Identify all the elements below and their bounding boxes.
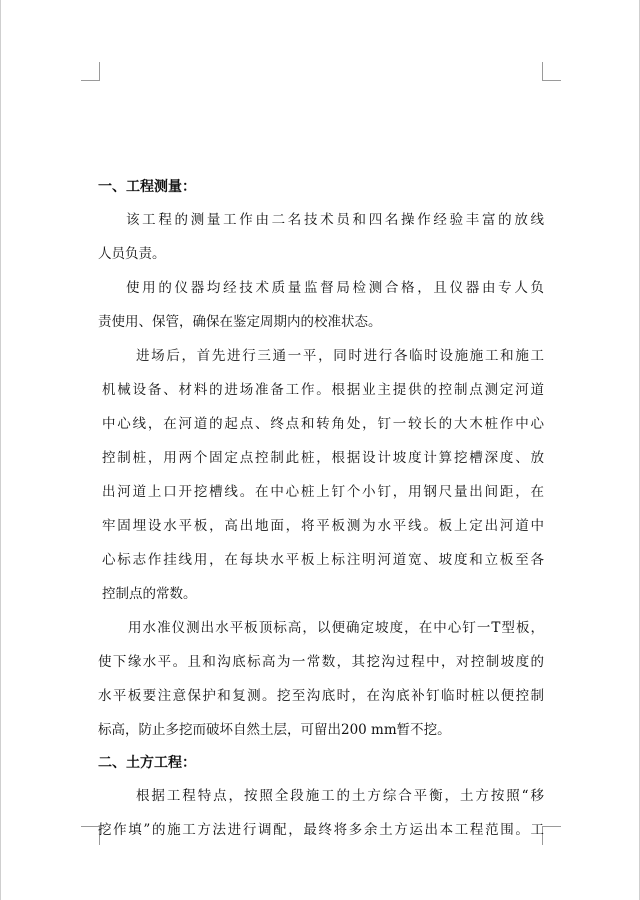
paragraph (98, 779, 544, 847)
text-line: 该工程的测量工作由二名技术员和四名操作经验丰富的放线 (126, 212, 544, 228)
text-line: 出河道上口开挖槽线。在中心桩上钉个小钉，用钢尺量出间距，在 (102, 484, 544, 500)
paragraph (98, 611, 544, 747)
text-line: 牢固埋设水平板，高出地面，将平板测为水平线。板上定出河道中 (102, 518, 544, 534)
text-line: 使用的仪器均经技术质量监督局检测合格，且仪器由专人负 (126, 280, 544, 296)
section-heading: 二、土方工程： (98, 755, 196, 771)
text-line: 中心线，在河道的起点、终点和转角处，钉一较长的大木桩作中心 (102, 416, 544, 432)
paragraph (98, 271, 544, 339)
text-line: 使下缘水平。且和沟底标高为一常数，其挖沟过程中，对控制坡度的 (98, 654, 544, 670)
text-line: 机械设备、材料的进场准备工作。根据业主提供的控制点测定河道 (102, 382, 544, 398)
text-line: 责使用、保管，确保在鉴定周期内的校准状态。 (98, 314, 382, 330)
crop-mark-bottom-right (542, 826, 561, 845)
text-line: 人员负责。 (98, 246, 166, 262)
text-line: 标高，防止多挖而破坏自然土层，可留出200 mm暂不挖。 (98, 722, 451, 738)
text-line: 控制桩，用两个固定点控制此桩，根据设计坡度计算挖槽深度、放 (102, 450, 544, 466)
text-line: 心标志作挂线用，在每块水平板上标注明河道宽、坡度和立板至各 (102, 552, 544, 568)
text-line: 进场后，首先进行三通一平，同时进行各临时设施施工和施工 (136, 348, 544, 364)
section-heading: 一、工程测量： (98, 179, 196, 195)
crop-mark-top-right (542, 62, 561, 81)
text-line: 挖作填”的施工方法进行调配，最终将多余土方运出本工程范围。工 (98, 822, 544, 838)
text-line: 根据工程特点，按照全段施工的土方综合平衡，土方按照“移 (136, 788, 544, 804)
paragraph (98, 203, 544, 271)
text-line: 控制点的常数。 (102, 586, 197, 602)
crop-mark-top-left (81, 62, 100, 81)
paragraph (98, 339, 544, 611)
text-line: 用水准仪测出水平板顶标高，以便确定坡度，在中心钉一T型板， (128, 620, 544, 636)
text-line: 水平板要注意保护和复测。挖至沟底时，在沟底补钉临时桩以便控制 (98, 688, 544, 704)
document-body (98, 171, 544, 847)
